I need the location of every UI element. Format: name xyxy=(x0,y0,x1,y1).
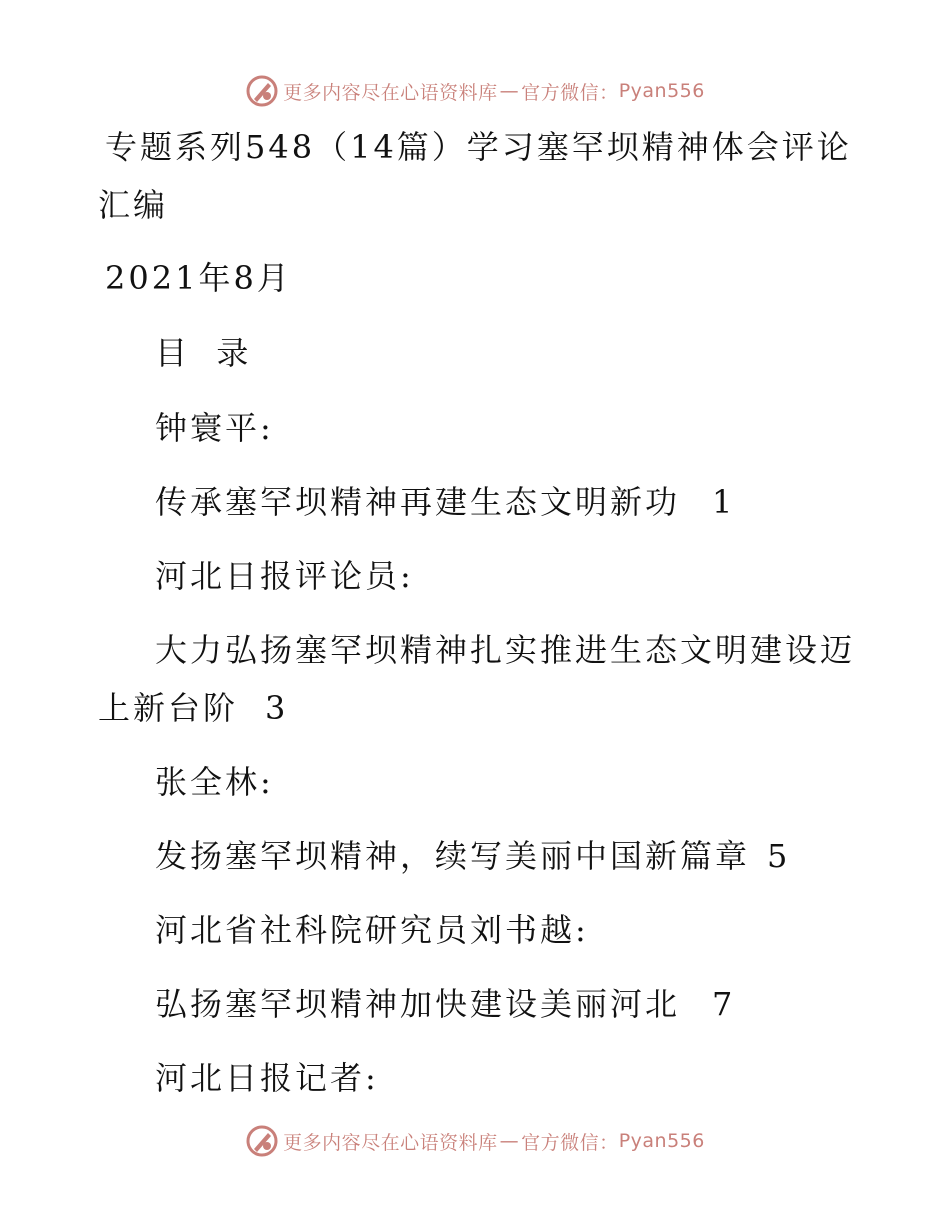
toc-heading: 目 录 xyxy=(155,334,252,372)
doc-title-line2: 汇编 xyxy=(98,186,169,224)
toc-author-4: 河北省社科院研究员刘书越: xyxy=(155,911,589,949)
watermark-dash: — xyxy=(499,1130,520,1152)
watermark-prefix: 更多内容尽在心语资料库 xyxy=(283,81,498,104)
watermark-wechat-id: Pyan556 xyxy=(618,80,705,102)
doc-title-line1: 专题系列548（14篇）学习塞罕坝精神体会评论 xyxy=(105,128,852,166)
toc-title-4: 弘扬塞罕坝精神加快建设美丽河北 xyxy=(155,985,681,1023)
toc-author-2: 河北日报评论员: xyxy=(155,557,414,595)
watermark-banner-bottom xyxy=(0,1121,950,1161)
watermark-wechat-id: Pyan556 xyxy=(618,1130,705,1152)
pen-logo-icon xyxy=(245,74,279,108)
toc-title-2-line1: 大力弘扬塞罕坝精神扎实推进生态文明建设迈 xyxy=(155,631,856,669)
watermark-banner-top xyxy=(0,71,950,111)
toc-author-3: 张全林: xyxy=(155,763,274,801)
toc-title-2-line2: 上新台阶 xyxy=(98,689,239,727)
toc-page-3: 5 xyxy=(767,837,791,875)
doc-date: 2021年8月 xyxy=(105,259,292,297)
toc-author-1: 钟寰平: xyxy=(155,409,274,447)
watermark-prefix: 更多内容尽在心语资料库 xyxy=(283,1131,498,1154)
toc-page-1: 1 xyxy=(712,483,736,521)
toc-page-4: 7 xyxy=(712,985,736,1023)
pen-logo-icon xyxy=(245,1124,279,1158)
toc-title-3: 发扬塞罕坝精神，续写美丽中国新篇章 xyxy=(155,837,751,875)
toc-title-1: 传承塞罕坝精神再建生态文明新功 xyxy=(155,483,681,521)
toc-author-5: 河北日报记者: xyxy=(155,1059,379,1097)
watermark-middle: 官方微信： xyxy=(521,81,619,104)
watermark-middle: 官方微信： xyxy=(521,1131,619,1154)
watermark-dash: — xyxy=(499,80,520,102)
toc-page-2: 3 xyxy=(265,689,289,727)
